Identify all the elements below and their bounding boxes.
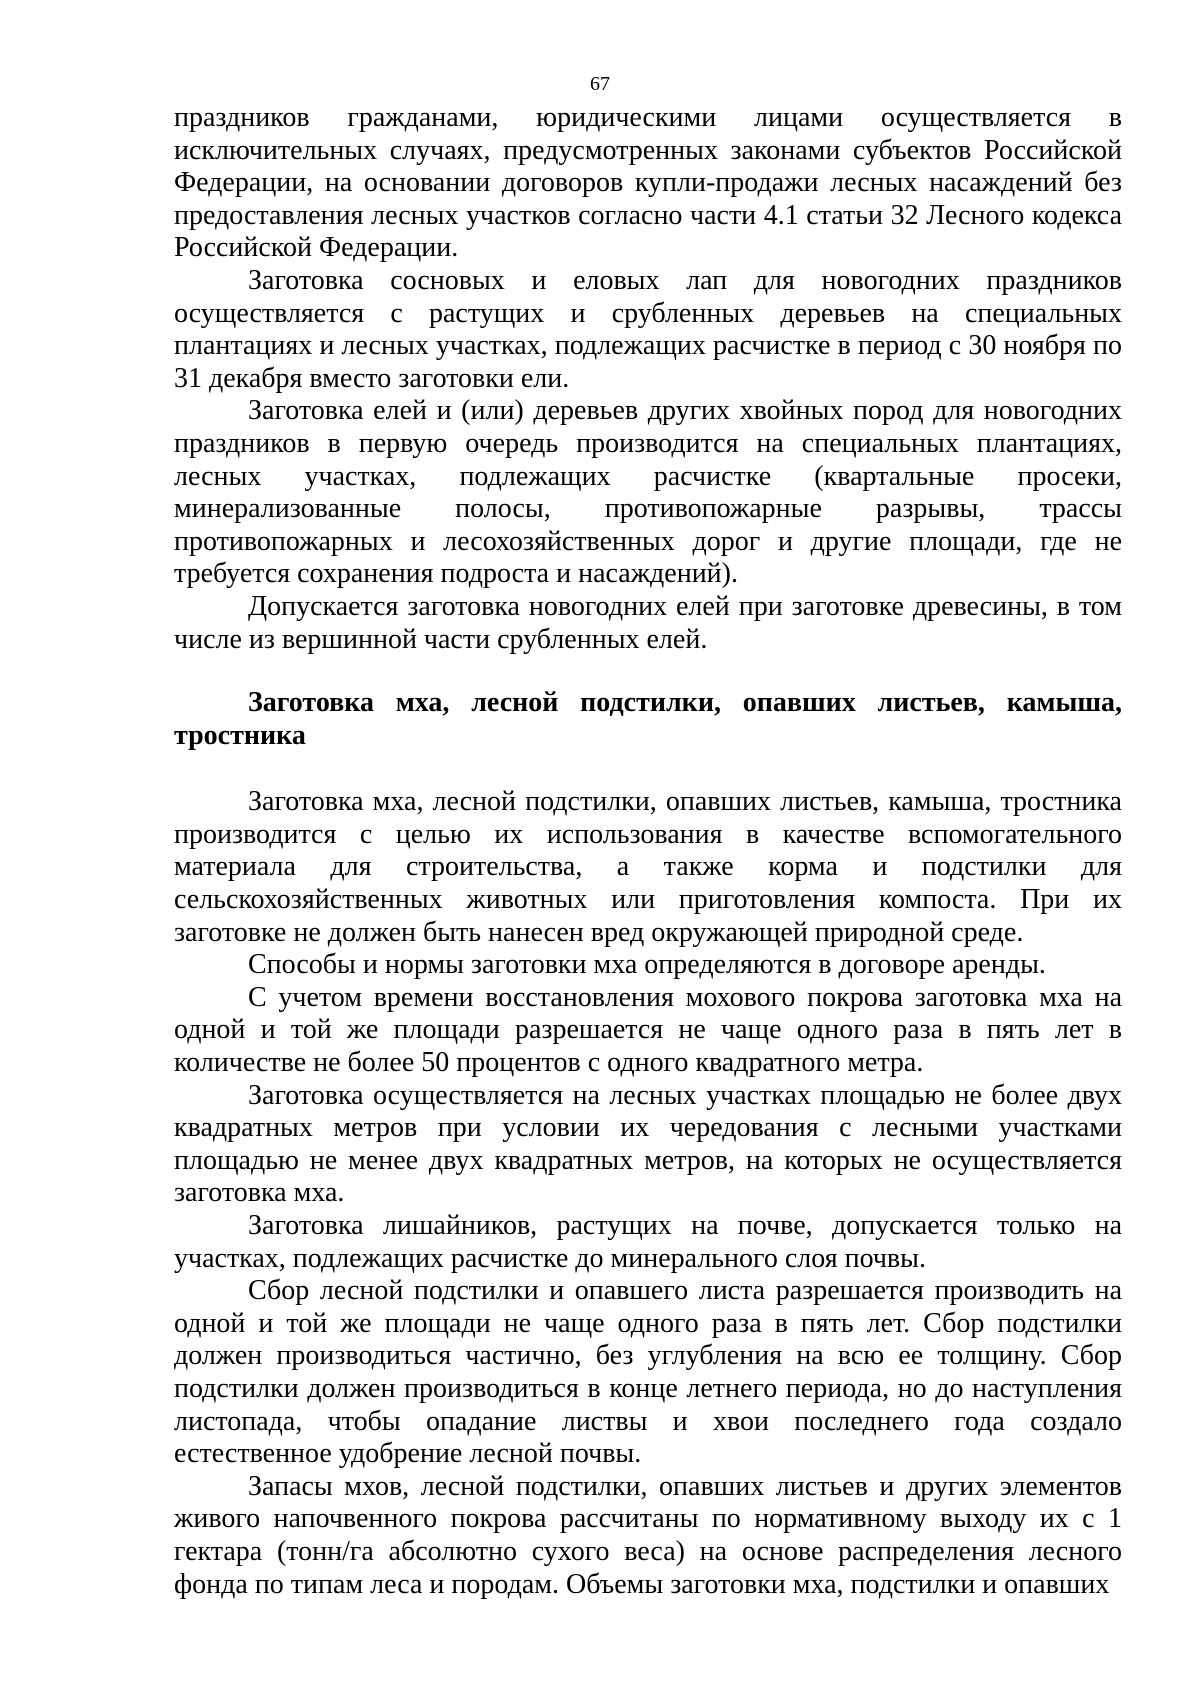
paragraph: Способы и нормы заготовки мха определяются в договоре аренды. <box>248 949 1046 981</box>
paragraph: Заготовка лишайников, растущих на почве, допускается только на участках, подлежащих расчистке до минерального слоя почвы. <box>174 1210 1122 1274</box>
document-body <box>174 102 1122 1601</box>
page-number: 67 <box>590 73 610 95</box>
paragraph-continued: праздников гражданами, юридическими лицами осуществляется в исключительных случаях, предусмотренных законами субъектов Российской Федерации, на основании договоров купли-продажи лесных насаждений без предоставления лесных участков согласно части 4.1 статьи 32 Лесного кодекса Российской Федерации. <box>174 102 1122 264</box>
paragraph: Заготовка осуществляется на лесных участках площадью не более двух квадратных метров при условии их чередования с лесными участками площадью не менее двух квадратных метров, на которых не осуществляется заготовка мха. <box>174 1079 1122 1209</box>
paragraph: Заготовка сосновых и еловых лап для новогодних праздников осуществляется с растущих и срубленных деревьев на специальных плантациях и лесных участках, подлежащих расчистке в период с 30 ноября по 31 декабря вместо заготовки ели. <box>174 264 1122 394</box>
paragraph: Сбор лесной подстилки и опавшего листа разрешается производить на одной и той же площади не чаще одного раза в пять лет. Сбор подстилки должен производиться частично, без углубления на всю ее толщину. Сбор подстилки должен производиться в конце летнего периода, но до наступления листопада, чтобы опадание листвы и хвои последнего года создало естественное удобрение лесной почвы. <box>174 1275 1122 1470</box>
paragraph: Заготовка мха, лесной подстилки, опавших листьев, камыша, тростника производится с целью их использования в качестве вспомогательного материала для строительства, а также корма и подстилки для сельскохозяйственных животных или приготовления компоста. При их заготовке не должен быть нанесен вред окружающей природной среде. <box>174 786 1122 948</box>
paragraph: Допускается заготовка новогодних елей при заготовке древесины, в том числе из вершинной части срубленных елей. <box>174 590 1122 655</box>
paragraph: С учетом времени восстановления мохового покрова заготовка мха на одной и той же площади разрешается не чаще одного раза в пять лет в количестве не более 50 процентов с одного квадратного метра. <box>174 981 1122 1079</box>
section-heading: Заготовка мха, лесной подстилки, опавших листьев, камыша, тростника <box>174 687 1122 751</box>
paragraph: Заготовка елей и (или) деревьев других хвойных пород для новогодних праздников в первую очередь производится на специальных плантациях, лесных участках, подлежащих расчистке (квартальные просеки, минерализованные полосы, противопожарные разрывы, трассы противопожарных и лесохозяйственных дорог и другие площади, где не требуется сохранения подроста и насаждений). <box>174 395 1122 590</box>
paragraph-continues: Запасы мхов, лесной подстилки, опавших листьев и других элементов живого напочвенного покрова рассчитаны по нормативному выходу их с 1 гектара (тонн/га абсолютно сухого веса) на основе распределения лесного фонда по типам леса и породам. Объемы заготовки мха, подстилки и опавших <box>174 1470 1122 1600</box>
